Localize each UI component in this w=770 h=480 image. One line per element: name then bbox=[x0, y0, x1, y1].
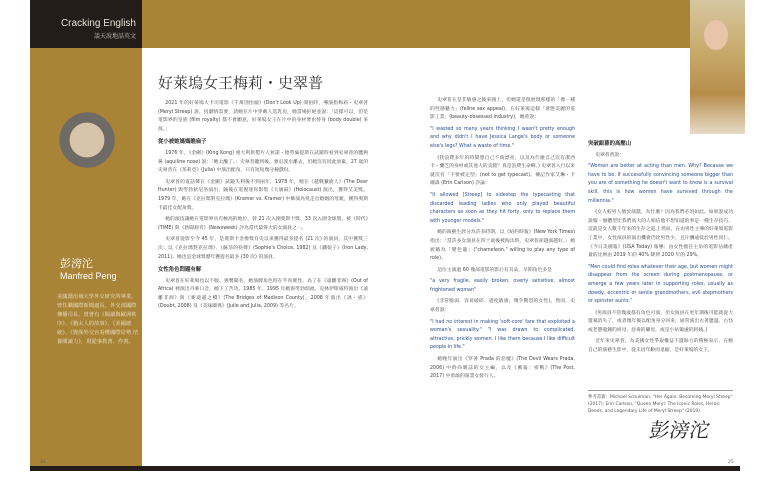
column-2 bbox=[430, 97, 575, 385]
paragraph: 她晚年演出《穿著 Prada 的惡魔》(The Devil Wears Prada, 2006) 中時尚雜誌的女主編，以及《郵報：密戰》(The Post, 2017) 中勇敢的報業女發行人。 bbox=[430, 357, 575, 380]
english-quote: "Women are better at acting than men. Why? Because we have to be. If successfully convincing someone bigger than you are of something he doesn't want to know is a survival skill, this is how women have survived through the millennia." bbox=[588, 164, 733, 204]
brand-block bbox=[30, 0, 142, 48]
paragraph: 2021 年的好萊塢大卡司電影《千萬別抬頭》(Don't Look Up) 開拍時，導演指梅莉・史翠普 (Meryl Streep) 說，因劇情需要，請她在片中穿戴人造乳房，她當場拒絕並說：「這樣可以，但是電影界的皇族 (film royalty) 都不會願意，好萊塢女王在片中的身材要由替身 (body double) 來演。」 bbox=[158, 101, 368, 132]
paragraph: (非常脆弱、容易破碎、過度敏感，幾乎驚恐的女性)。然而，史翠普說： bbox=[430, 299, 575, 314]
author-photo bbox=[52, 95, 122, 170]
paragraph: 1976 年，《金剛》(King Kong) 重大利新製片人狄諾・德勞倫提斯在試鏡時看到史翠普的鷹鉤鼻 (aquiline nose) 說：「她太醜了。」史翠普聽到後，強忍淚水離去，但她沒有因此放棄，27 歲的史翠普在《茱莉亞》(Julia) 中演出配角，只有短短幾分鐘戲份。 bbox=[158, 150, 368, 174]
author-name-zh: 彭滂沱 bbox=[60, 257, 93, 270]
brand-chinese: 談天說地話英文 bbox=[93, 33, 136, 40]
paragraph: 史翠普從影至今 45 年，是奧斯卡金像獎有史以來獲得最多提名 (21 次) 的演員，其中獲獎三次：以《克拉瑪對克拉瑪》、《蘇菲的抉擇》(Sophie's Choice, 1982) 及《鐵娘子》(Iron Lady, 2011)。她也是金球獎歷年獲提名最多 (30 次) 的演員。 bbox=[158, 237, 368, 260]
paragraph: 史翠普的電話聲在《金剛》試鏡失利後不到兩年，1978 年，她在《越戰獵鹿人》(The Deer Hunter) 與勞勃狄尼洛演出，隨後在電視迷你影集《大屠殺》(Holocaust) 演出，獲得艾美獎。1979 年，她在《克拉瑪對克拉瑪》(Kramer vs. Kramer) 中飾演為愛走出婚姻的母親，獲得奧斯卡最佳女配角獎。 bbox=[158, 179, 368, 211]
paragraph: 史翠普在是非敏感之後來國上，但她還是很展現那樣的「像一種的性感魅力」(feline sex appeal)，在好萊塢這個「迷戀美麗的電影工業」(beauty-obsessed industry)，她曾說： bbox=[430, 98, 575, 121]
column-1 bbox=[158, 100, 368, 315]
header-band bbox=[142, 0, 740, 48]
paragraph: 這位主演過 60 幾部電影的影后有耳朵，早期角色多是 bbox=[437, 267, 552, 273]
paragraph: 史翠普曾說： bbox=[595, 152, 624, 158]
paragraph: 近年來史翠普，為美國女性爭取權益不遺餘力的積極表示，在她自己的演藝生涯中，從未因年齡而退縮，是好萊塢的女王。 bbox=[588, 339, 733, 354]
article-title: 好萊塢女王梅莉・史翠普 bbox=[158, 74, 324, 92]
author-name-en: Manfred Peng bbox=[60, 271, 117, 281]
paragraph: 她的演技讓她在電影界具有極高的地位，曾 21 次入圍奧斯卡獎、33 次入圍金球獎，被《時代》(TIME) 與《新聞週刊》(Newsweek) 評為當代最偉大的女演員之一。 bbox=[158, 217, 368, 231]
paragraph: (我浪費多年的時間想自己不夠漂亮，以及為什麼自己沒有潔西卡・蘭芝的身材或其他人的美腿？真是浪費生命啊。) 史翠普入行以來就沒有「不要被定型」(not to get typecast)。傳記作家艾琳・卡爾森 (Erin Carlson) 評論： bbox=[430, 155, 575, 187]
page-number-left: 24 bbox=[40, 460, 46, 465]
english-quote: "Men could find roles whatever their age, but women might disappear from the screen during postmenopause, or emerge a few years later in supporting roles, usually as dowdy, eccentric or senile grandmothers, evil stepmothers or spinster aunts." bbox=[588, 264, 733, 305]
paragraph: 她的演藝生涯分為許多時期，以《紐約時報》(New York Times) 指出：「當許多女演員在四十歲後被淘汰時，史翠普卻越演越好。」她被稱為「變色龍」("chameleon," willing to play any type of role)。 bbox=[430, 230, 575, 262]
english-quote: "I had no interest in making 'soft-core' fare that exploited a woman's sexuality." "I was drawn to complicated, attractive, prickly women. I like them because I like difficult people in life." bbox=[430, 319, 575, 351]
references: 參考書籍：Michael Schulman, "Her Again: Becoming Meryl Streep" (2017); Erin Carlson, "Queen Meryl: The Iconic Roles, Heroic Deeds, and Legendary Life of Meryl Streep" (2019). bbox=[588, 390, 733, 415]
section-heading: 從小被她媽媽瞧扁子 bbox=[158, 139, 207, 146]
footer-bar-right bbox=[385, 466, 740, 471]
footer-bar-left bbox=[30, 466, 385, 471]
section-heading: 突破銀幕的高壓山 bbox=[588, 141, 632, 147]
page-number-right: 25 bbox=[728, 460, 734, 465]
brand-english: Cracking English bbox=[60, 18, 136, 29]
paragraph: (男演員不管幾歲都有角色可演，但女演員在更年期後可能就從大螢幕消失了，或者幾年後以配角身分回來，通常演出衣著邋遢、古怪或老態龍鍾的祖母、惡毒的繼母，或是小姑獨處的阿姨。) bbox=[588, 310, 733, 333]
english-quote: "I wasted so many years thinking I wasn't pretty enough and why didn't I have Jessica Lange's body or someone else's legs? What a waste of time." bbox=[430, 126, 575, 149]
column-3 bbox=[588, 136, 733, 359]
paragraph: 史翠普在好萊塢也以不服、強勢聞名，她演繹角色時在乎真實性，為了在《遠離非洲》(Out of Africa) 裡演出丹麥口音，她下了苦功。1985 年、1995 年她與勞勃瑞福、克林伊斯威特演出《遠離非洲》與《麥迪遜之橋》(The Bridges of Madison County)，2008 年演出《誘・惑》(Doubt, 2008) 及《美味關係》(Julie and Julia, 2009) 等名片。 bbox=[158, 278, 368, 310]
english-quote: "a very fragile, easily broken, overly sensitive, almost frightened woman" bbox=[430, 279, 575, 293]
section-heading: 女性角色問題有解 bbox=[158, 267, 202, 274]
author-bio: 美國喬治城大學外交研究所畢業，曾任職國際新聞處長、外交部國際傳播司長，曾著有《閱讀與歐洲秩序》、《猶太人的故事》、《美國總統》、《資深外交官看懂國際局勢 培養閱讀力》，現從事教書、作書。 bbox=[57, 294, 139, 345]
author-signature: 彭滂沱 bbox=[647, 418, 712, 442]
paragraph: (女人較男人擅於演戲。為什麼？因為我們必須如此。如果說成功說服一個體型比我們高大的人相信他不想知道的事是一種生存技巧，這就是女人數千年來的生存之道。) 然而，在由男性主導的好萊塢電影工業中，女性演員的演出機會仍比男性少，且片酬遠低於男性同仁。《今日美國報》(USA Today) 報導：由女性擔任主角的電影佔總產量的比例由 2019 年的 40% 降到 2020 年的 29%。 bbox=[588, 210, 733, 259]
meryl-streep-photo bbox=[690, 0, 745, 134]
english-quote: "It allowed [Streep] to sidestep the typecasting that discarded leading ladies who only played beautiful characters as soon as they hit forty, only to replace them with younger models." bbox=[430, 192, 575, 224]
